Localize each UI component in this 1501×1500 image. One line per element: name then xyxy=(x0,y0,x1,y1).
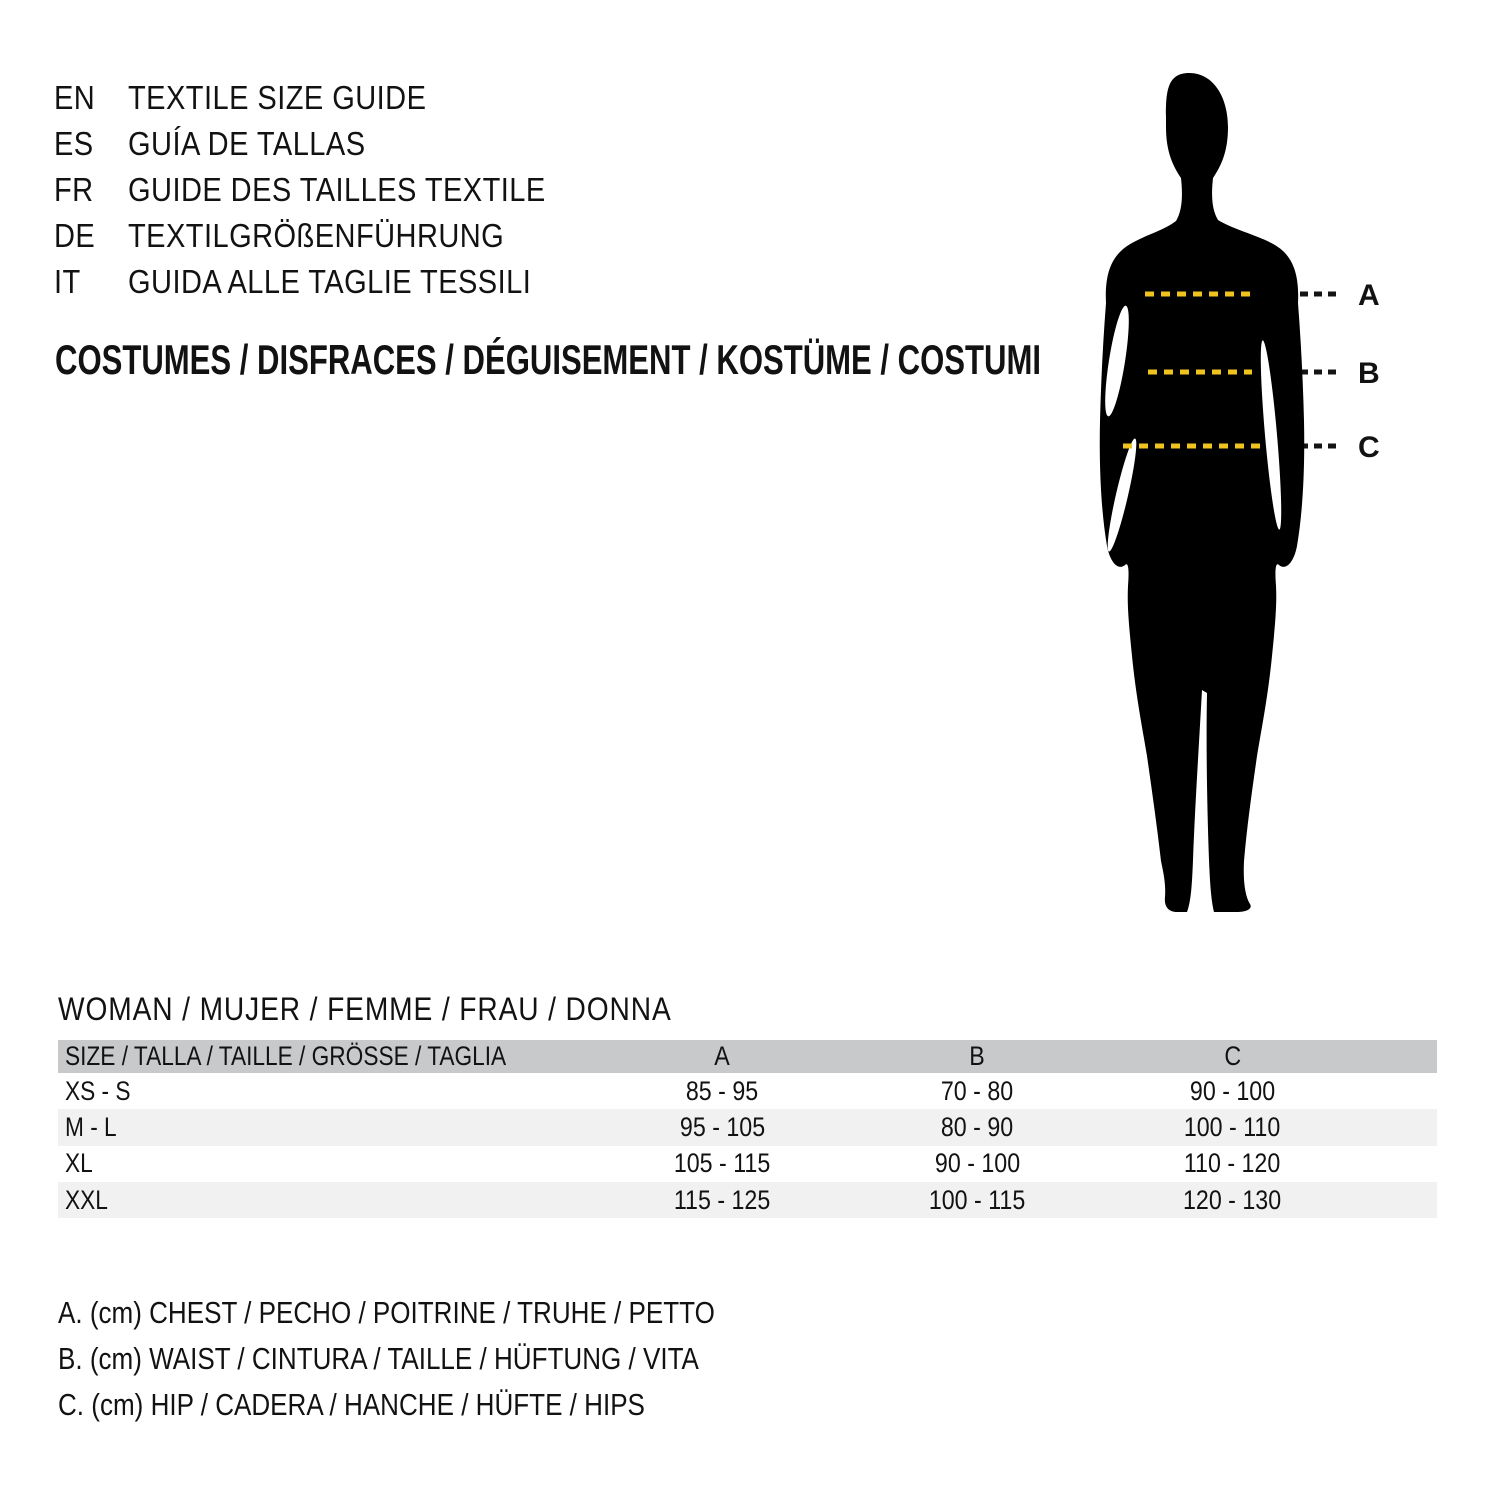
marker-label-b: B xyxy=(1358,357,1380,390)
language-row-fr xyxy=(54,167,603,213)
table-row xyxy=(58,1109,1437,1145)
language-list xyxy=(54,75,603,305)
value-cell-a: 115 - 125 xyxy=(674,1184,771,1215)
language-row-de xyxy=(54,213,603,259)
size-table xyxy=(58,1040,1437,1218)
note-chest: A. (cm) CHEST / PECHO / POITRINE / TRUHE / PETTO xyxy=(58,1295,715,1330)
table-row xyxy=(58,1146,1437,1182)
language-label: TEXTILE SIZE GUIDE xyxy=(128,79,427,116)
marker-label-c: C xyxy=(1358,431,1380,464)
value-cell-b: 100 - 115 xyxy=(929,1184,1026,1215)
language-label: GUIDE DES TAILLES TEXTILE xyxy=(128,171,546,208)
value-cell-c: 90 - 100 xyxy=(1189,1075,1276,1106)
table-row xyxy=(58,1073,1437,1109)
size-figure xyxy=(1065,65,1405,925)
value-cell-c: 100 - 110 xyxy=(1184,1111,1281,1142)
header-size-label: SIZE / TALLA / TAILLE / GRÖSSE / TAGLIA xyxy=(65,1041,507,1071)
language-code: ES xyxy=(54,125,94,162)
language-label: GUÍA DE TALLAS xyxy=(128,125,366,162)
language-row-es xyxy=(54,121,603,167)
language-code: DE xyxy=(54,217,96,254)
size-table-header-row xyxy=(58,1040,1437,1073)
language-label: GUIDA ALLE TAGLIE TESSILI xyxy=(128,263,532,300)
table-group-title: WOMAN / MUJER / FEMME / FRAU / DONNA xyxy=(58,990,672,1027)
size-cell: XXL xyxy=(65,1184,108,1215)
value-cell-b: 70 - 80 xyxy=(941,1075,1014,1106)
size-cell: M - L xyxy=(65,1111,117,1142)
language-code: IT xyxy=(54,263,81,300)
value-cell-a: 105 - 115 xyxy=(674,1148,771,1179)
value-cell-a: 95 - 105 xyxy=(679,1111,766,1142)
header-col-b: B xyxy=(969,1041,986,1071)
value-cell-b: 90 - 100 xyxy=(934,1148,1021,1179)
value-cell-c: 120 - 130 xyxy=(1183,1184,1282,1215)
size-cell: XS - S xyxy=(65,1075,131,1106)
header-col-a: A xyxy=(714,1041,731,1071)
value-cell-b: 80 - 90 xyxy=(941,1111,1014,1142)
language-code: FR xyxy=(54,171,94,208)
language-row-it xyxy=(54,259,603,305)
table-row xyxy=(58,1182,1437,1218)
category-title: COSTUMES / DISFRACES / DÉGUISEMENT / KOSTÜME / COSTUMI xyxy=(55,336,1041,383)
value-cell-a: 85 - 95 xyxy=(686,1075,759,1106)
header-col-c: C xyxy=(1224,1041,1241,1071)
note-waist: B. (cm) WAIST / CINTURA / TAILLE / HÜFTUNG / VITA xyxy=(58,1341,699,1376)
marker-label-a: A xyxy=(1358,279,1380,312)
language-row-en xyxy=(54,75,603,121)
measurement-notes xyxy=(58,1290,840,1428)
language-code: EN xyxy=(54,79,96,116)
note-hip: C. (cm) HIP / CADERA / HANCHE / HÜFTE / HIPS xyxy=(58,1387,645,1422)
size-cell: XL xyxy=(65,1148,93,1179)
value-cell-c: 110 - 120 xyxy=(1184,1148,1281,1179)
language-label: TEXTILGRÖßENFÜHRUNG xyxy=(128,217,505,254)
